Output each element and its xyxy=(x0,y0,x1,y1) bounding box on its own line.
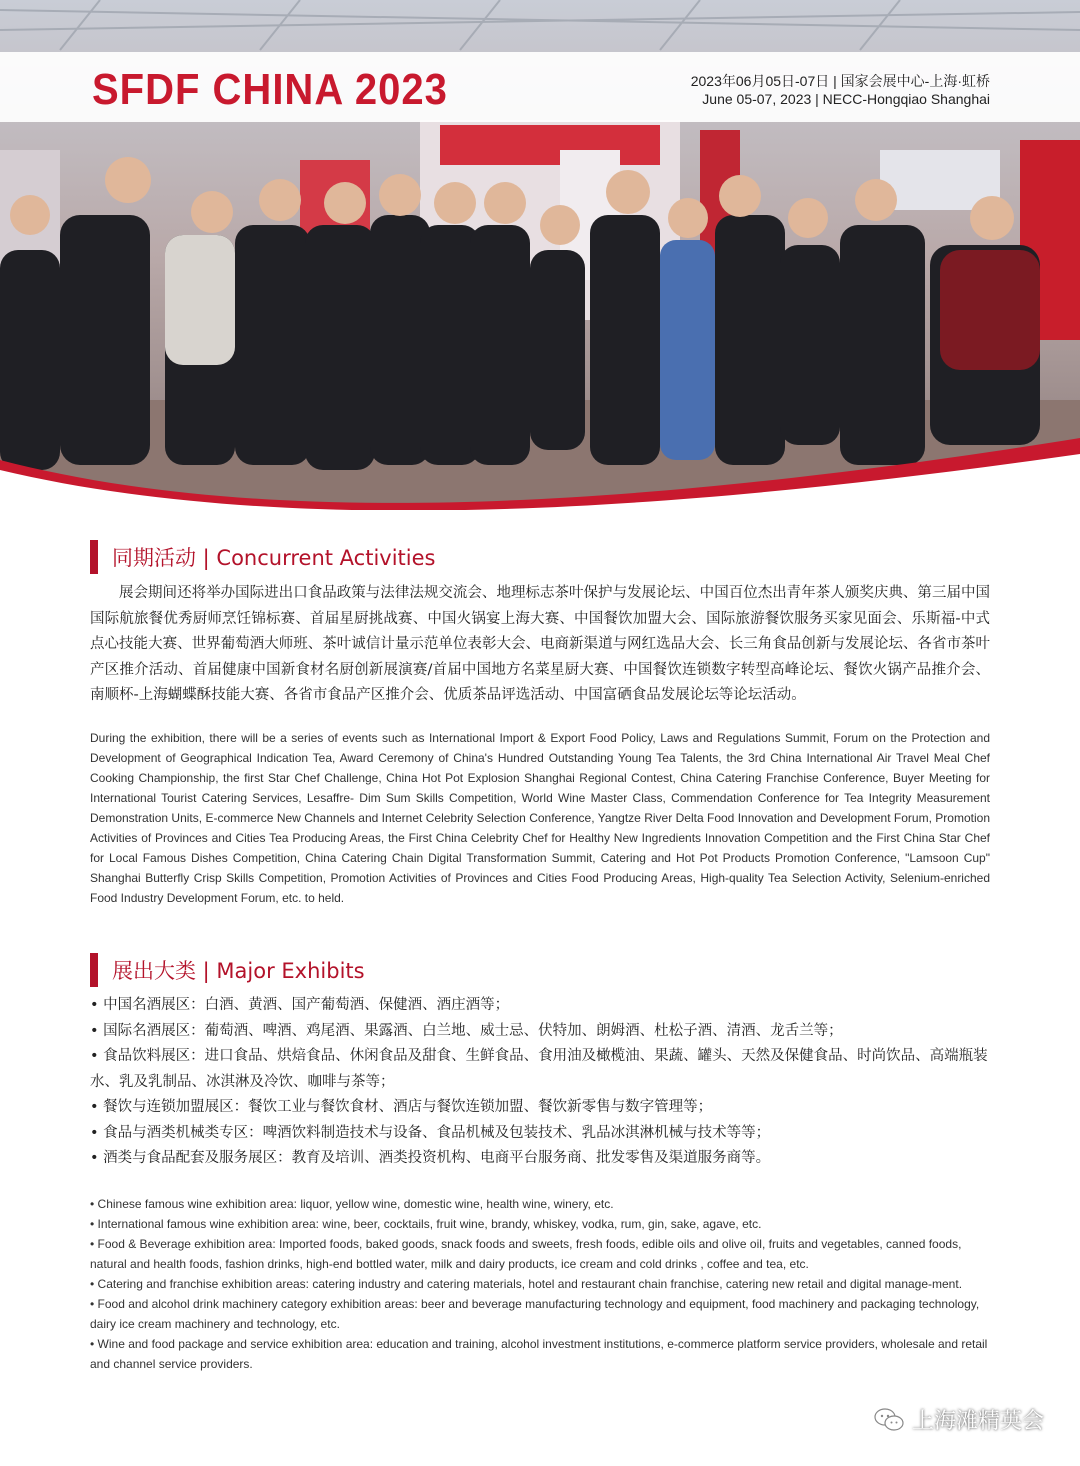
list-item: • International famous wine exhibition area: wine, beer, cocktails, fruit wine, brandy, whiskey, vodka, rum, gin, sake, agave, etc. xyxy=(90,1217,762,1231)
event-date-cn: 2023年06月05日-07日 | 国家会展中心-上海·虹桥 xyxy=(690,73,990,89)
list-item: • 国际名酒展区：葡萄酒、啤酒、鸡尾酒、果露酒、白兰地、威士忌、伏特加、朗姆酒、杜松子酒、清酒、龙舌兰等； xyxy=(90,1022,843,1039)
exhibits-section-header xyxy=(90,953,365,987)
list-item: • 食品与酒类机械类专区：啤酒饮料制造技术与设备、食品机械及包装技术、乳品冰淇淋机械与技术等等； xyxy=(90,1124,771,1141)
list-item: • Wine and food package and service exhibition area: education and training, alcohol investment institutions, e-commerce platform service providers, wholesale and retail and channel service providers. xyxy=(90,1337,988,1371)
brand-title: SFDF CHINA 2023 xyxy=(92,66,448,114)
exhibits-section-title: 展出大类 | Major Exhibits xyxy=(112,959,365,983)
watermark-text: 上海滩精英会 xyxy=(911,1409,1044,1434)
concurrent-section-header xyxy=(90,540,435,574)
wechat-icon xyxy=(874,1407,904,1433)
list-item: • 食品饮料展区：进口食品、烘焙食品、休闲食品及甜食、生鲜食品、食用油及橄榄油、果蔬、罐头、天然及保健食品、时尚饮品、高端瓶装水、乳及乳制品、冰淇淋及冷饮、咖啡与茶等； xyxy=(90,1048,988,1090)
concurrent-text-cn: 展会期间还将举办国际进出口食品政策与法律法规交流会、地理标志茶叶保护与发展论坛、中国百位杰出青年茶人颁奖庆典、第三届中国国际航旅餐优秀厨师烹饪锦标赛、首届星厨挑战赛、中国火锅宴上海大赛、中国餐饮加盟大会、国际旅游餐饮服务买家见面会、乐斯福-中式点心技能大赛、世界葡萄酒大师班、茶叶诚信计量示范单位表彰大会、电商新渠道与网红选品大会、长三角食品创新与发展论坛、各省市茶叶产区推介活动、首届健康中国新食材名厨创新展演赛/首届中国地方名菜星厨大赛、中国餐饮连锁数字转型高峰论坛、餐饮火锅产品推介会、南顺杯-上海蝴蝶酥技能大赛、各省市食品产区推介会、优质茶品评选活动、中国富硒食品发展论坛等论坛活动。 xyxy=(90,585,990,703)
hero-banner xyxy=(0,0,1080,510)
section-marker xyxy=(90,953,98,987)
list-item: • Food and alcohol drink machinery category exhibition areas: beer and beverage manufacturing technology and equipment, food machinery and packaging technology, dairy ice cream machinery and technology, etc. xyxy=(90,1297,980,1331)
list-item: • 酒类与食品配套及服务展区：教育及培训、酒类投资机构、电商平台服务商、批发零售及渠道服务商等。 xyxy=(90,1150,771,1166)
hero-wave-divider xyxy=(0,420,1080,510)
event-date-en: June 05-07, 2023 | NECC-Hongqiao Shanghai xyxy=(702,91,990,107)
exhibits-list-en xyxy=(90,1194,990,1374)
list-item: • 餐饮与连锁加盟展区：餐饮工业与餐饮食材、酒店与餐饮连锁加盟、餐饮新零售与数字管理等； xyxy=(90,1099,713,1115)
event-info xyxy=(691,72,990,108)
list-item: • Chinese famous wine exhibition area: liquor, yellow wine, domestic wine, health wine, winery, etc. xyxy=(90,1197,614,1211)
list-item: • Food & Beverage exhibition area: Imported foods, baked goods, snack foods and sweets, fresh foods, edible oils and olive oil, fruits and vegetables, canned foods, natural and health foods, fashion drinks, high-end bottled water, milk and dairy products, ice cream and cold drinks , coffee and tea, etc. xyxy=(90,1237,962,1271)
concurrent-text-en: During the exhibition, there will be a series of events such as International Import & Export Food Policy, Laws and Regulations Summit, Forum on the Protection and Development of Geographical Indication Tea, Award Ceremony of China's Hundred Outstanding Young Tea Talents, the 3rd China International Air Travel Meal Chef Cooking Championship, the first Star Chef Challenge, China Hot Pot Explosion Shanghai Regional Contest, China Catering Franchise Conference, Buyer Meeting for International Tourist Catering Services, Lesaffre- Dim Sum Skills Competition, World Wine Master Class, Commendation Conference for Tea Integrity Measurement Demonstration Units, E-commerce New Channels and Internet Celebrity Selection Conference, Yangtze River Delta Food Innovation and Development Forum, Promotion Activities of Provinces and Cities Tea Producing Areas, the First China Celebrity Chef for Healthy New Ingredients Innovation Competition and the First China Star Chef for Local Famous Dishes Competition, China Catering Chain Digital Transformation Summit, Catering and Hot Pot Products Promotion Conference, "Lamsoon Cup" Shanghai Butterfly Crisp Skills Competition, Promotion Activities of Provinces and Cities Food Producing Areas, High-quality Tea Selection Activity, Selenium-enriched Food Industry Development Forum, etc. to held. xyxy=(90,731,990,905)
concurrent-section-title: 同期活动 | Concurrent Activities xyxy=(112,546,436,570)
section-marker xyxy=(90,540,98,574)
list-item: • Catering and franchise exhibition areas: catering industry and catering materials, hotel and restaurant chain franchise, catering new retail and digital manage-ment. xyxy=(90,1277,963,1291)
exhibits-list-cn xyxy=(90,993,990,1172)
list-item: • 中国名酒展区：白酒、黄酒、国产葡萄酒、保健酒、酒庄酒等； xyxy=(90,997,510,1013)
watermark xyxy=(874,1404,1044,1435)
